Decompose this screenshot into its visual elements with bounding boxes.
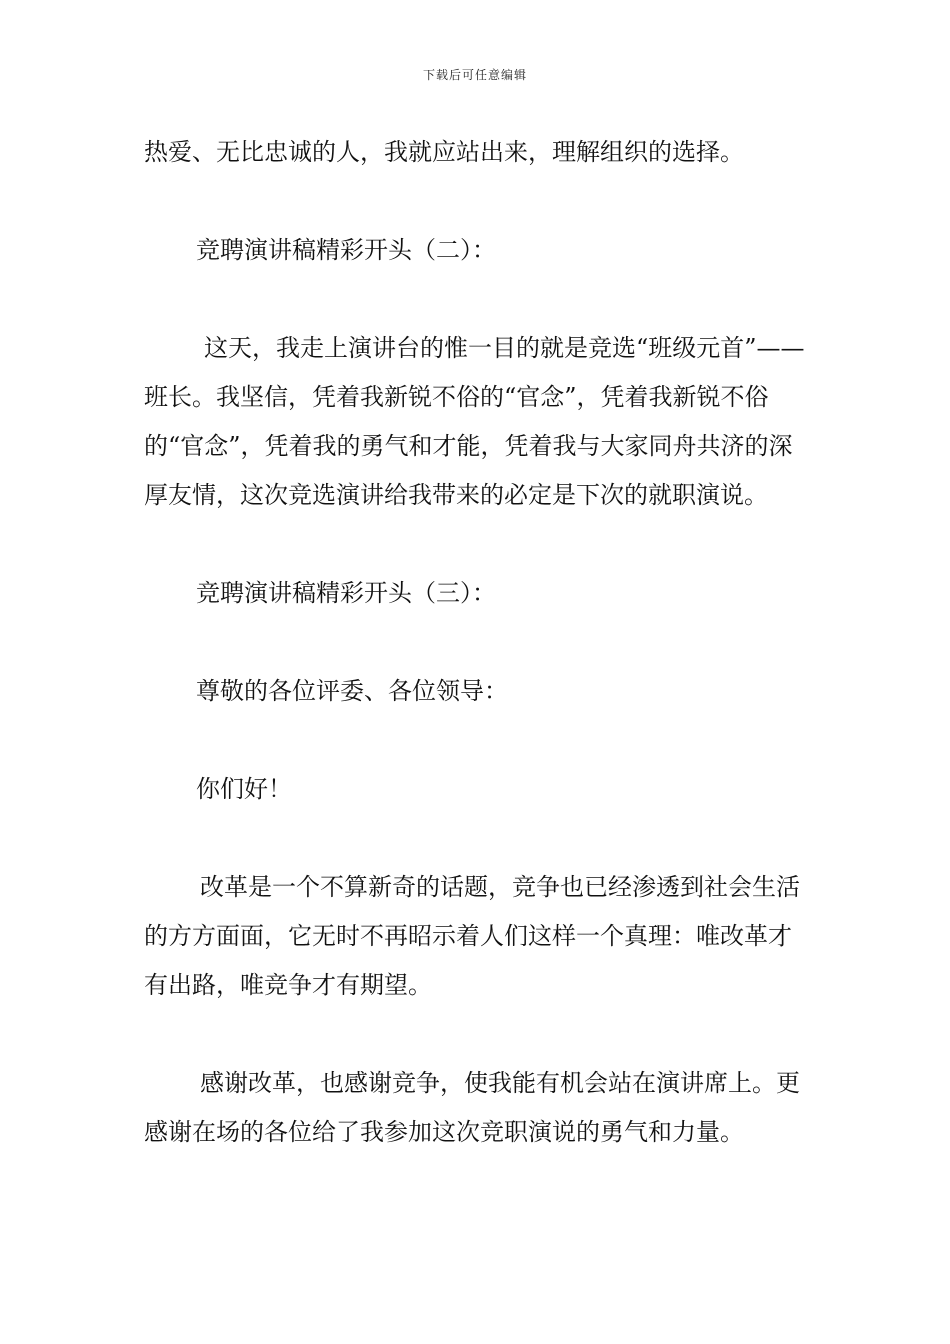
salutation: 尊敬的各位评委、各位领导： xyxy=(196,677,508,705)
page-header: 下载后可任意编辑 xyxy=(422,68,527,82)
paragraph-4: 感谢改革，也感谢竞争，使我能有机会站在演讲席上。更感谢在场的各位给了我参加这次竞职演说的勇气和力量。 xyxy=(144,1069,800,1146)
section-heading-3: 竞聘演讲稿精彩开头（三）： xyxy=(196,579,496,607)
paragraph-1: 热爱、无比忠诚的人，我就应站出来，理解组织的选择。 xyxy=(144,138,744,166)
paragraph-3: 改革是一个不算新奇的话题，竞争也已经渗透到社会生活的方方面面，它无时不再昭示着人们这样一个真理：唯改革才有出路，唯竞争才有期望。 xyxy=(144,873,800,999)
greeting: 你们好！ xyxy=(196,775,292,803)
section-heading-2: 竞聘演讲稿精彩开头（二）： xyxy=(196,236,496,264)
document-body xyxy=(144,128,812,1157)
paragraph-2: 这天，我走上演讲台的惟一目的就是竞选“班级元首”——班长。我坚信，凭着我新锐不俗的“官念”，凭着我新锐不俗的“官念”，凭着我的勇气和才能，凭着我与大家同舟共济的深厚友情，这次竞选演讲给我带来的必定是下次的就职演说。 xyxy=(144,334,805,509)
